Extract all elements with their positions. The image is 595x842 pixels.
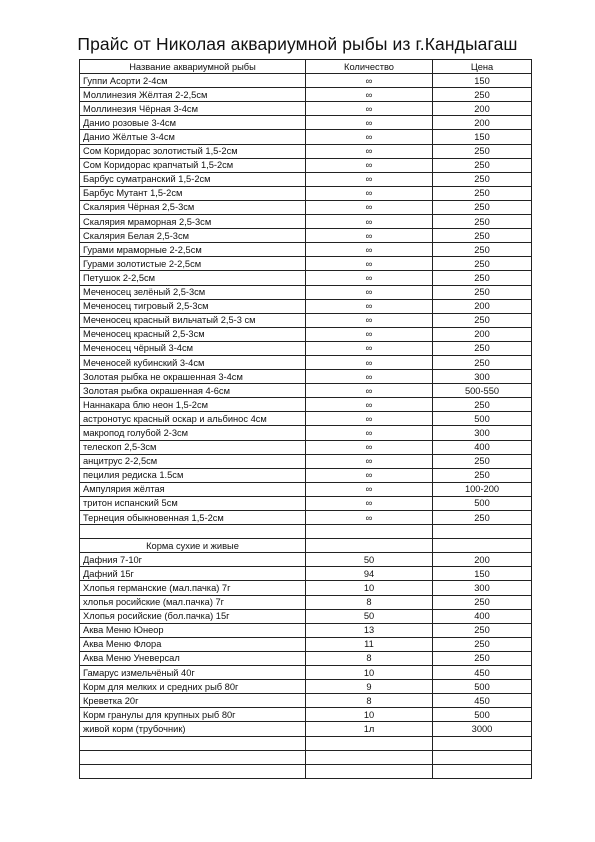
empty-cell — [433, 539, 532, 553]
item-quantity-cell: ∞ — [306, 88, 433, 102]
item-price-cell: 200 — [433, 327, 532, 341]
item-price-cell: 250 — [433, 215, 532, 229]
item-name-cell: Корм гранулы для крупных рыб 80г — [80, 708, 306, 722]
item-price-cell: 200 — [433, 102, 532, 116]
item-name-cell: Меченосец зелёный 2,5-3см — [80, 285, 306, 299]
item-price-cell: 400 — [433, 440, 532, 454]
item-name-cell: Креветка 20г — [80, 694, 306, 708]
item-name-cell: Гурами мраморные 2-2,5см — [80, 243, 306, 257]
item-name-cell: Петушок 2-2,5см — [80, 271, 306, 285]
column-header-quantity: Количество — [306, 60, 433, 74]
item-quantity-cell: 9 — [306, 680, 433, 694]
item-name-cell: Наннакара блю неон 1,5-2см — [80, 398, 306, 412]
item-price-cell: 200 — [433, 116, 532, 130]
item-name-cell: Дафний 15г — [80, 567, 306, 581]
item-name-cell: Хлопья росийские (бол.пачка) 15г — [80, 609, 306, 623]
item-price-cell: 250 — [433, 398, 532, 412]
item-quantity-cell: ∞ — [306, 271, 433, 285]
item-price-cell: 150 — [433, 567, 532, 581]
table-row — [80, 271, 532, 285]
item-quantity-cell: ∞ — [306, 172, 433, 186]
item-quantity-cell: ∞ — [306, 398, 433, 412]
item-quantity-cell: ∞ — [306, 186, 433, 200]
item-quantity-cell: ∞ — [306, 511, 433, 525]
item-price-cell: 150 — [433, 74, 532, 88]
item-price-cell: 100-200 — [433, 482, 532, 496]
item-name-cell: астронотус красный оскар и альбинос 4см — [80, 412, 306, 426]
table-row — [80, 116, 532, 130]
item-name-cell: Скалярия Чёрная 2,5-3см — [80, 200, 306, 214]
item-name-cell: Скалярия мраморная 2,5-3см — [80, 215, 306, 229]
table-row — [80, 299, 532, 313]
item-quantity-cell: 8 — [306, 694, 433, 708]
table-row — [80, 750, 532, 764]
item-name-cell: Золотая рыбка не окрашенная 3-4см — [80, 370, 306, 384]
item-quantity-cell — [306, 736, 433, 750]
item-price-cell: 300 — [433, 370, 532, 384]
table-row — [80, 88, 532, 102]
item-quantity-cell: ∞ — [306, 454, 433, 468]
item-name-cell — [80, 736, 306, 750]
table-row — [80, 651, 532, 665]
item-quantity-cell: ∞ — [306, 200, 433, 214]
item-quantity-cell: ∞ — [306, 257, 433, 271]
item-price-cell: 500-550 — [433, 384, 532, 398]
item-price-cell: 250 — [433, 595, 532, 609]
table-row — [80, 666, 532, 680]
table-row — [80, 243, 532, 257]
item-quantity-cell: ∞ — [306, 341, 433, 355]
item-name-cell: Данио Жёлтые 3-4см — [80, 130, 306, 144]
table-row — [80, 426, 532, 440]
table-row — [80, 553, 532, 567]
item-name-cell: Тернеция обыкновенная 1,5-2см — [80, 511, 306, 525]
item-name-cell: живой корм (трубочник) — [80, 722, 306, 736]
item-name-cell — [80, 525, 306, 539]
item-quantity-cell: ∞ — [306, 370, 433, 384]
item-quantity-cell: 11 — [306, 637, 433, 651]
table-row — [80, 398, 532, 412]
item-quantity-cell: ∞ — [306, 215, 433, 229]
section-title: Корма сухие и живые — [80, 539, 306, 553]
table-row — [80, 708, 532, 722]
item-name-cell: Золотая рыбка окрашенная 4-6см — [80, 384, 306, 398]
item-name-cell: Сом Коридорас золотистый 1,5-2см — [80, 144, 306, 158]
item-price-cell: 250 — [433, 144, 532, 158]
item-price-cell: 250 — [433, 158, 532, 172]
item-name-cell: хлопья росийские (мал.пачка) 7г — [80, 595, 306, 609]
item-price-cell: 500 — [433, 680, 532, 694]
item-name-cell: Меченосей кубинский 3-4см — [80, 355, 306, 369]
item-name-cell: Дафния 7-10г — [80, 553, 306, 567]
table-row — [80, 285, 532, 299]
item-price-cell: 500 — [433, 708, 532, 722]
table-row — [80, 257, 532, 271]
table-row — [80, 384, 532, 398]
item-price-cell: 200 — [433, 299, 532, 313]
table-row — [80, 468, 532, 482]
item-quantity-cell: 50 — [306, 609, 433, 623]
item-quantity-cell: ∞ — [306, 144, 433, 158]
table-row — [80, 736, 532, 750]
item-name-cell: Корм для мелких и средних рыб 80г — [80, 680, 306, 694]
item-price-cell: 450 — [433, 694, 532, 708]
table-row — [80, 764, 532, 778]
item-quantity-cell: 8 — [306, 651, 433, 665]
item-price-cell: 250 — [433, 257, 532, 271]
item-price-cell: 250 — [433, 355, 532, 369]
item-price-cell: 250 — [433, 637, 532, 651]
table-row — [80, 341, 532, 355]
item-quantity-cell: 13 — [306, 623, 433, 637]
item-quantity-cell: ∞ — [306, 299, 433, 313]
item-price-cell: 500 — [433, 496, 532, 510]
table-row — [80, 496, 532, 510]
item-name-cell: Аква Меню Флора — [80, 637, 306, 651]
item-name-cell: макропод голубой 2-3см — [80, 426, 306, 440]
item-quantity-cell: ∞ — [306, 482, 433, 496]
table-row — [80, 158, 532, 172]
column-header-name: Название аквариумной рыбы — [80, 60, 306, 74]
table-row — [80, 130, 532, 144]
table-row — [80, 722, 532, 736]
table-row — [80, 102, 532, 116]
item-price-cell: 3000 — [433, 722, 532, 736]
item-quantity-cell: 10 — [306, 708, 433, 722]
table-row — [80, 567, 532, 581]
table-row — [80, 186, 532, 200]
section-row — [80, 539, 532, 553]
item-quantity-cell: 8 — [306, 595, 433, 609]
table-row — [80, 412, 532, 426]
item-quantity-cell: ∞ — [306, 130, 433, 144]
table-row — [80, 525, 532, 539]
item-quantity-cell: ∞ — [306, 313, 433, 327]
table-row — [80, 200, 532, 214]
item-quantity-cell: ∞ — [306, 468, 433, 482]
item-price-cell — [433, 736, 532, 750]
item-quantity-cell: ∞ — [306, 158, 433, 172]
table-row — [80, 144, 532, 158]
item-price-cell: 500 — [433, 412, 532, 426]
item-quantity-cell — [306, 750, 433, 764]
item-price-cell: 250 — [433, 651, 532, 665]
table-header-row — [80, 60, 532, 74]
item-quantity-cell: ∞ — [306, 355, 433, 369]
table-row — [80, 172, 532, 186]
item-name-cell: Барбус суматранский 1,5-2см — [80, 172, 306, 186]
item-name-cell: Гамарус измельчёный 40г — [80, 666, 306, 680]
item-price-cell: 250 — [433, 271, 532, 285]
item-quantity-cell: ∞ — [306, 116, 433, 130]
item-price-cell: 250 — [433, 454, 532, 468]
item-price-cell: 250 — [433, 172, 532, 186]
table-row — [80, 454, 532, 468]
item-name-cell: Гуппи Асорти 2-4см — [80, 74, 306, 88]
item-name-cell — [80, 750, 306, 764]
item-price-cell: 400 — [433, 609, 532, 623]
item-name-cell: Аква Меню Уневерсал — [80, 651, 306, 665]
item-price-cell: 250 — [433, 285, 532, 299]
item-price-cell: 250 — [433, 88, 532, 102]
item-quantity-cell: ∞ — [306, 229, 433, 243]
item-name-cell: Сом Коридорас крапчатый 1,5-2см — [80, 158, 306, 172]
item-quantity-cell — [306, 525, 433, 539]
item-quantity-cell: 50 — [306, 553, 433, 567]
column-header-price: Цена — [433, 60, 532, 74]
item-quantity-cell: ∞ — [306, 102, 433, 116]
item-name-cell: Меченосец чёрный 3-4см — [80, 341, 306, 355]
item-price-cell: 250 — [433, 200, 532, 214]
item-price-cell: 250 — [433, 511, 532, 525]
item-quantity-cell: 94 — [306, 567, 433, 581]
table-row — [80, 327, 532, 341]
item-quantity-cell: ∞ — [306, 327, 433, 341]
item-quantity-cell: ∞ — [306, 412, 433, 426]
item-price-cell: 300 — [433, 581, 532, 595]
item-name-cell: Моллинезия Чёрная 3-4см — [80, 102, 306, 116]
table-row — [80, 440, 532, 454]
item-quantity-cell — [306, 764, 433, 778]
price-table — [79, 59, 532, 779]
item-quantity-cell: ∞ — [306, 74, 433, 88]
table-row — [80, 694, 532, 708]
item-price-cell: 300 — [433, 426, 532, 440]
item-quantity-cell: 1л — [306, 722, 433, 736]
item-price-cell: 200 — [433, 553, 532, 567]
item-name-cell: пецилия редиска 1.5см — [80, 468, 306, 482]
item-price-cell — [433, 750, 532, 764]
table-row — [80, 595, 532, 609]
item-name-cell: тритон испанский 5см — [80, 496, 306, 510]
item-price-cell: 250 — [433, 229, 532, 243]
item-quantity-cell: ∞ — [306, 243, 433, 257]
item-name-cell: Аква Меню Юнеор — [80, 623, 306, 637]
table-row — [80, 609, 532, 623]
table-row — [80, 623, 532, 637]
item-price-cell: 250 — [433, 341, 532, 355]
item-price-cell — [433, 764, 532, 778]
item-name-cell: Меченосец красный вильчатый 2,5-3 см — [80, 313, 306, 327]
table-row — [80, 482, 532, 496]
item-quantity-cell: 10 — [306, 581, 433, 595]
page-title: Прайс от Николая аквариумной рыбы из г.Кандыагаш — [77, 34, 518, 54]
table-body — [80, 74, 532, 779]
item-quantity-cell: 10 — [306, 666, 433, 680]
item-name-cell: Гурами золотистые 2-2,5см — [80, 257, 306, 271]
item-name-cell: Меченосец тигровый 2,5-3см — [80, 299, 306, 313]
table-row — [80, 511, 532, 525]
table-row — [80, 637, 532, 651]
item-price-cell: 250 — [433, 468, 532, 482]
item-quantity-cell: ∞ — [306, 440, 433, 454]
item-price-cell — [433, 525, 532, 539]
table-row — [80, 355, 532, 369]
item-name-cell: Барбус Мутант 1,5-2см — [80, 186, 306, 200]
item-price-cell: 250 — [433, 186, 532, 200]
item-price-cell: 150 — [433, 130, 532, 144]
item-quantity-cell: ∞ — [306, 285, 433, 299]
item-name-cell: Ампулярия жёлтая — [80, 482, 306, 496]
item-name-cell: Данио розовые 3-4см — [80, 116, 306, 130]
item-name-cell: Моллинезия Жёлтая 2-2,5см — [80, 88, 306, 102]
item-quantity-cell: ∞ — [306, 384, 433, 398]
table-row — [80, 370, 532, 384]
table-row — [80, 313, 532, 327]
item-name-cell: Хлопья германские (мал.пачка) 7г — [80, 581, 306, 595]
item-price-cell: 250 — [433, 623, 532, 637]
table-row — [80, 229, 532, 243]
table-row — [80, 581, 532, 595]
table-row — [80, 215, 532, 229]
empty-cell — [306, 539, 433, 553]
item-name-cell: телескоп 2,5-3см — [80, 440, 306, 454]
item-name-cell: Меченосец красный 2,5-3см — [80, 327, 306, 341]
table-row — [80, 74, 532, 88]
item-name-cell: анцитрус 2-2,5см — [80, 454, 306, 468]
item-quantity-cell: ∞ — [306, 496, 433, 510]
item-quantity-cell: ∞ — [306, 426, 433, 440]
table-row — [80, 680, 532, 694]
item-name-cell — [80, 764, 306, 778]
item-price-cell: 250 — [433, 243, 532, 257]
item-name-cell: Скалярия Белая 2,5-3см — [80, 229, 306, 243]
item-price-cell: 450 — [433, 666, 532, 680]
item-price-cell: 250 — [433, 313, 532, 327]
